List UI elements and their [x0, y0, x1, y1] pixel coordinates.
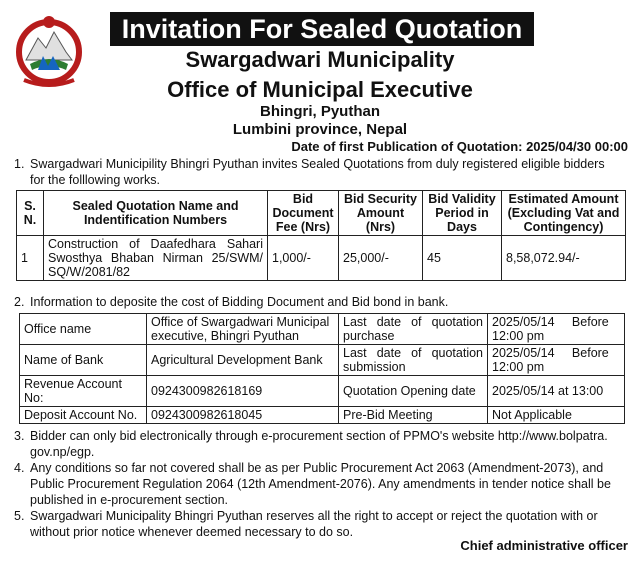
quotation-table — [16, 190, 626, 281]
signature-title: Chief administrative officer — [460, 538, 628, 553]
table-cell: Office of Swargadwari Municipal executive, Bhingri Pyuthan — [147, 314, 339, 345]
paragraph-text: without prior notice whenever deemed necessary to do so. — [30, 525, 354, 539]
table-cell: 25,000/- — [339, 236, 423, 281]
bank-info-table — [19, 313, 625, 424]
paragraph-text: published in e-procurement section. — [30, 493, 229, 507]
office-name: Office of Municipal Executive — [167, 77, 473, 102]
address-line-2: Lumbini province, Nepal — [232, 121, 408, 138]
publication-date: Date of first Publication of Quotation: 2025/04/30 00:00 — [291, 139, 628, 154]
table-cell: 0924300982618169 — [147, 376, 339, 407]
address-line-1: Bhingri, Pyuthan — [260, 103, 380, 120]
paragraph-number: 5. — [14, 509, 25, 523]
page-banner-title: Invitation For Sealed Quotation — [110, 12, 534, 46]
paragraph-5 — [14, 508, 626, 540]
table-cell: Revenue Account No: — [20, 376, 147, 407]
table-cell: 0924300982618045 — [147, 407, 339, 424]
table-row — [20, 314, 625, 345]
table-cell: Pre-Bid Meeting — [339, 407, 488, 424]
table-cell: Construction of Daafedhara Sahari Swosthya Bhaban Nirman 25/SWM/ SQ/W/2081/82 — [44, 236, 268, 281]
paragraph-text: Bidder can only bid electronically through e-procurement section of PPMO's website http://www.bolpatra. — [30, 429, 608, 443]
table-cell: Name of Bank — [20, 345, 147, 376]
paragraph-number: 4. — [14, 461, 25, 475]
paragraph-4 — [14, 460, 626, 508]
paragraph-text: Any conditions so far not covered shall be as per Public Procurement Act 2063 (Amendment-2073), and — [30, 461, 604, 475]
paragraph-3 — [14, 428, 626, 460]
table-row — [20, 345, 625, 376]
table-cell: Office name — [20, 314, 147, 345]
paragraph-number: 1. — [14, 157, 25, 171]
paragraph-text: Public Procurement Regulation 2064 (12th Amendment-2076). Any amendments in tender notice shall be — [30, 477, 611, 491]
table-cell: Not Applicable — [488, 407, 625, 424]
table-cell: 1 — [17, 236, 44, 281]
paragraph-text: Swargadwari Municipility Bhingri Pyuthan invites Sealed Quotations from duly registered eligible bidders — [30, 157, 605, 171]
table-cell: 1,000/- — [268, 236, 339, 281]
paragraph-number: 2. — [14, 295, 25, 309]
paragraph-2 — [14, 294, 626, 310]
organization-name: Swargadwari Municipality — [185, 47, 455, 72]
column-header: S. N. — [17, 191, 44, 236]
table-header-row — [17, 191, 626, 236]
table-cell: 2025/05/14 Before 12:00 pm — [488, 314, 625, 345]
paragraph-number: 3. — [14, 429, 25, 443]
table-row — [20, 376, 625, 407]
paragraph-text: for the folllowing works. — [30, 173, 160, 187]
table-cell: Quotation Opening date — [339, 376, 488, 407]
paragraph-text: gov.np/egp. — [30, 445, 95, 459]
paragraph-text: Swargadwari Municipality Bhingri Pyuthan reserves all the right to accept or reject the quotation with or — [30, 509, 598, 523]
table-cell: Deposit Account No. — [20, 407, 147, 424]
paragraph-1 — [14, 156, 626, 188]
table-cell: 2025/05/14 Before 12:00 pm — [488, 345, 625, 376]
table-cell: Agricultural Development Bank — [147, 345, 339, 376]
table-cell: 8,58,072.94/- — [502, 236, 626, 281]
table-row — [17, 236, 626, 281]
table-cell: 45 — [423, 236, 502, 281]
column-header: Sealed Quotation Name and Indentification Numbers — [44, 191, 268, 236]
table-cell: 2025/05/14 at 13:00 — [488, 376, 625, 407]
column-header: Bid Validity Period in Days — [423, 191, 502, 236]
table-cell: Last date of quotation submission — [339, 345, 488, 376]
paragraph-text: Information to deposite the cost of Bidding Document and Bid bond in bank. — [30, 295, 449, 309]
column-header: Bid Document Fee (Nrs) — [268, 191, 339, 236]
column-header: Bid Security Amount (Nrs) — [339, 191, 423, 236]
table-cell: Last date of quotation purchase — [339, 314, 488, 345]
table-row — [20, 407, 625, 424]
column-header: Estimated Amount (Excluding Vat and Contingency) — [502, 191, 626, 236]
